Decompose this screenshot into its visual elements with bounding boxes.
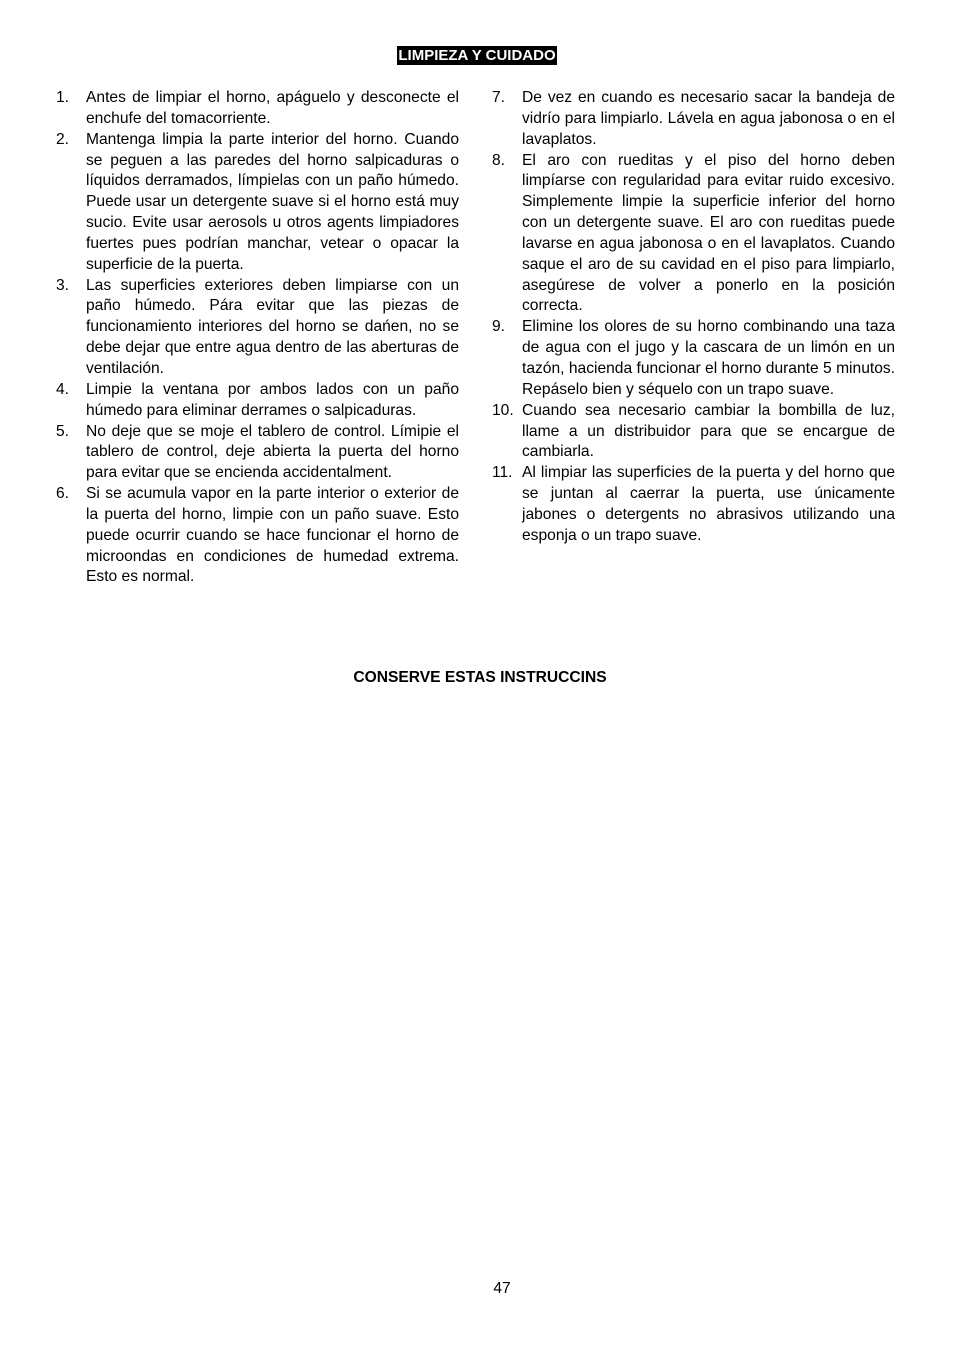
list-item [492,463,895,546]
list-item [56,422,459,485]
item-text: El aro con rueditas y el piso del horno deben limpíarse con regularidad para evitar ruido excesivo. Simplemente limpie la superficie inferior del horno con un detergente suave. El aro con rueditas puede lavarse en agua jabonosa o en el lavaplatos. Cuando saque el aro de su cavidad en el piso para limpiarlo, asegúrese de volver a ponerlo en la posición correcta. [522,151,895,315]
item-text: Las superficies exteriores deben limpiarse con un paño húmedo. Pára evitar que las piezas de funcionamiento interiores del horno se dańen, no se debe dejar que entre agua dentro de las aberturas de ventilación. [86,276,459,377]
item-text: No deje que se moje el tablero de control. Límipie el tablero de control, deje abierta la puerta del horno para evitar que se encienda accidentalment. [86,422,459,482]
list-item [56,484,459,588]
list-item [492,317,895,400]
item-number: 5. [56,422,70,440]
list-item [56,88,459,130]
item-text: Mantenga limpia la parte interior del horno. Cuando se peguen a las paredes del horno salpicaduras o líquidos derramados, límpielas con un paño húmedo. Puede usar un detergente suave si el horno está muy sucio. Evite usar aerosols u otros agents limpiadores fuertes pues podrían manchar, vetear o opacar la superficie de la puerta. [86,130,459,273]
closing-heading: CONSERVE ESTAS INSTRUCCINS [353,669,607,686]
item-text: Si se acumula vapor en la parte interior o exterior de la puerta del horno, limpie con un paño suave. Esto puede ocurrir cuando se hace funcionar el horno de microondas en condiciones de humedad extrema. Esto es normal. [86,485,459,586]
list-item [56,130,459,276]
item-text: Elimine los olores de su horno combinando una taza de agua con el jugo y la cascara de un limón en un tazón, hacienda funcionar el horno durante 5 minutos. Repáselo bien y séquelo con un trapo suave. [522,318,895,398]
title-container [0,46,954,65]
item-number: 6. [56,485,70,503]
list-item [492,401,895,464]
item-number: 9. [492,318,506,336]
page-title: LIMPIEZA Y CUIDADO [398,47,556,64]
list-item [492,88,895,151]
item-text: Limpie la ventana por ambos lados con un paño húmedo para eliminar derrames o salpicaduras. [86,380,459,419]
item-number: 1. [56,89,70,106]
item-number: 11. [492,464,513,482]
item-number: 10. [492,401,514,419]
list-item [56,276,459,380]
item-number: 4. [56,380,70,398]
page-number: 47 [493,1280,511,1297]
item-text: Antes de limpiar el horno, apáguelo y desconecte el enchufe del tomacorriente. [86,89,459,127]
item-text: Cuando sea necesario cambiar la bombilla de luz, llame a un distribuidor para que se encargue de cambiarla. [522,401,895,461]
right-column [492,88,895,547]
list-item [56,380,459,422]
item-text: De vez en cuando es necesario sacar la bandeja de vidrío para limpiarlo. Lávela en agua jabonosa o en el lavaplatos. [522,89,895,148]
item-number: 8. [492,151,506,169]
item-number: 7. [492,89,506,106]
item-number: 3. [56,276,70,294]
item-number: 2. [56,130,70,148]
list-item [492,151,895,318]
left-column [56,88,459,588]
item-text: Al limpiar las superficies de la puerta y del horno que se juntan al caerrar la puerta, use únicamente jabones o detergents no abrasivos utilizando una esponja o un trapo suave. [522,464,895,544]
